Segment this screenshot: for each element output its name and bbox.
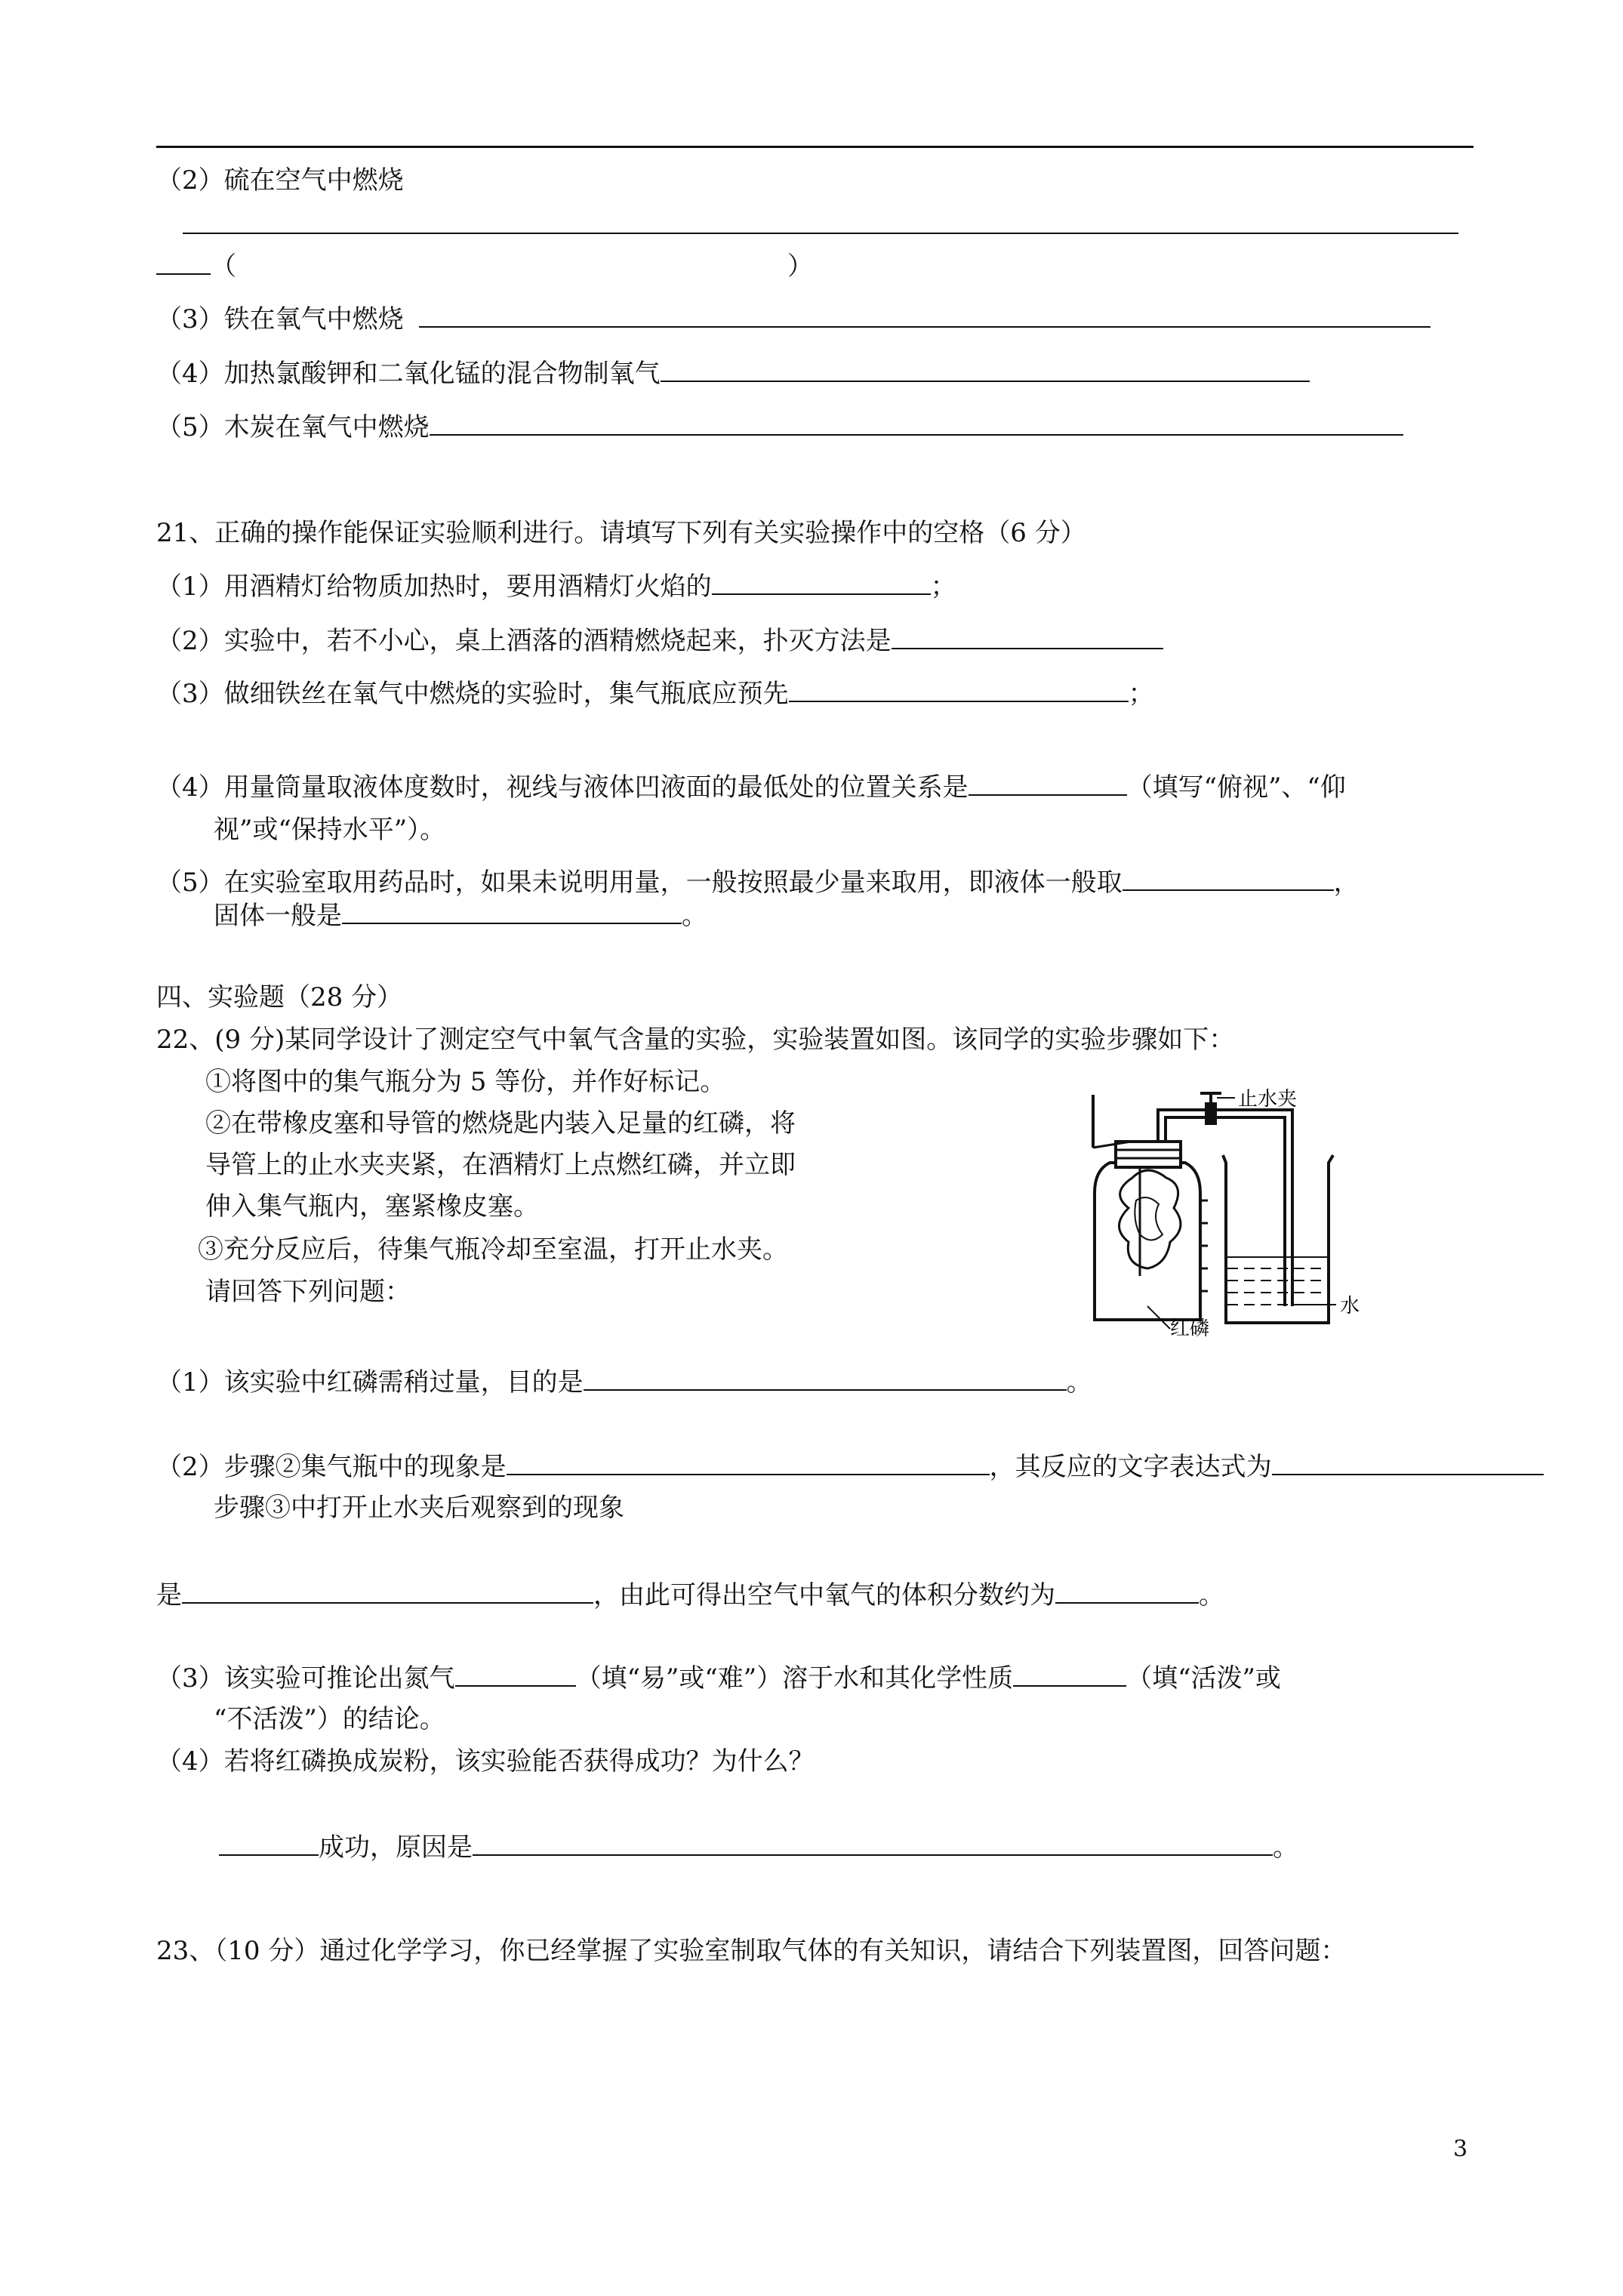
q20-part3: [156, 302, 1431, 335]
answer-blank[interactable]: [789, 676, 1129, 702]
q23-title: 23、（10 分）通过化学学习，你已经掌握了实验室制取气体的有关知识，请结合下列装置图，回答问题：: [156, 1936, 1347, 1966]
q22-part3b: “不活泼”）的结论。: [214, 1704, 445, 1734]
answer-blank[interactable]: [712, 569, 931, 595]
q21-part5b: 固体一般是 。: [214, 898, 707, 932]
q22-part2a: （2）步骤②集气瓶中的现象是 ，其反应的文字表达式为: [156, 1450, 1544, 1483]
answer-blank[interactable]: [969, 770, 1127, 796]
bracket-open: （: [211, 251, 236, 282]
header-rule: [156, 146, 1474, 148]
q22-step3: ③充分反应后，待集气瓶冷却至室温，打开止水夹。: [198, 1234, 788, 1265]
answer-blank[interactable]: [219, 1830, 319, 1856]
q20-part2-bracket-line: [156, 249, 813, 282]
q20-part5-text: （5）木炭在氧气中燃烧: [156, 412, 430, 442]
q22-step2a: ②在带橡皮塞和导管的燃烧匙内装入足量的红磷，将: [205, 1108, 796, 1139]
q22-part2b: 步骤③中打开止水夹后观察到的现象: [214, 1493, 624, 1523]
q21-title: 21、正确的操作能保证实验顺利进行。请填写下列有关实验操作中的空格（6 分）: [156, 518, 1086, 548]
rubber-stopper: [1116, 1142, 1181, 1167]
q20-part2: （2）硫在空气中燃烧: [156, 165, 404, 196]
answer-blank[interactable]: [419, 302, 1431, 328]
label-clamp: 止水夹: [1238, 1088, 1298, 1111]
q21-part4a: （4）用量筒量取液体度数时，视线与液体凹液面的最低处的位置关系是 （填写“俯视”、“仰: [156, 770, 1346, 803]
q22-step2b: 导管上的止水夹夹紧，在酒精灯上点燃红磷，并立即: [205, 1150, 796, 1180]
answer-blank[interactable]: [507, 1450, 990, 1475]
answer-blank[interactable]: [1123, 865, 1334, 891]
q22-step2c: 伸入集气瓶内，塞紧橡皮塞。: [205, 1191, 539, 1222]
q22-part4: （4）若将红磷换成炭粉，该实验能否获得成功？为什么？: [156, 1746, 815, 1777]
q22-step1: ①将图中的集气瓶分为 5 等份，并作好标记。: [205, 1067, 726, 1097]
answer-blank[interactable]: [584, 1365, 1067, 1391]
beaker: [1223, 1155, 1333, 1323]
answer-blank[interactable]: [1013, 1661, 1126, 1687]
q21-part2: （2）实验中，若不小心，桌上酒落的酒精燃烧起来，扑灭方法是: [156, 624, 1163, 657]
page-number: 3: [1453, 2136, 1468, 2162]
q20-part4-text: （4）加热氯酸钾和二氧化锰的混合物制氧气: [156, 359, 661, 389]
answer-blank[interactable]: [156, 249, 211, 275]
answer-line: [183, 233, 1458, 234]
q22-part4-answer: 成功，原因是 。: [219, 1830, 1298, 1863]
answer-blank[interactable]: [182, 1578, 593, 1604]
q21-part4b: 视”或“保持水平”）。: [214, 815, 446, 845]
q21-part5a: （5）在实验室取用药品时，如果未说明用量，一般按照最少量来取用，即液体一般取 ，: [156, 865, 1360, 898]
label-water: 水: [1340, 1295, 1360, 1318]
q22-part1: （1）该实验中红磷需稍过量，目的是 。: [156, 1365, 1092, 1398]
apparatus-figure: [1057, 1080, 1389, 1336]
label-phosphorus: 红磷: [1170, 1318, 1210, 1336]
answer-blank[interactable]: [1272, 1450, 1544, 1475]
answer-blank[interactable]: [430, 410, 1403, 436]
q20-part3-text: （3）铁在氧气中燃烧: [156, 304, 404, 334]
section-title: 四、实验题（28 分）: [156, 982, 403, 1012]
answer-blank[interactable]: [342, 898, 682, 924]
water-lines: [1227, 1257, 1327, 1305]
answer-blank[interactable]: [473, 1830, 1273, 1856]
answer-blank[interactable]: [892, 624, 1163, 649]
gas-bottle: [1095, 1163, 1200, 1320]
smoke: [1119, 1170, 1181, 1268]
q21-part1: （1）用酒精灯给物质加热时，要用酒精灯火焰的 ；: [156, 569, 956, 603]
q21-part3: （3）做细铁丝在氧气中燃烧的实验时，集气瓶底应预先 ；: [156, 676, 1154, 710]
q20-part5: [156, 410, 1403, 443]
q20-part4: [156, 356, 1310, 390]
q22-title: 22、(9 分)某同学设计了测定空气中氧气含量的实验，实验装置如图。该同学的实验步骤如下：: [156, 1025, 1235, 1055]
q22-ask: 请回答下列问题：: [205, 1277, 411, 1307]
answer-blank[interactable]: [661, 356, 1310, 382]
answer-blank[interactable]: [1055, 1578, 1199, 1604]
bracket-close: ）: [787, 251, 813, 282]
answer-blank[interactable]: [455, 1661, 576, 1687]
q22-part3a: （3）该实验可推论出氮气 （填“易”或“难”）溶于水和其化学性质 （填“活泼”或: [156, 1661, 1281, 1694]
q22-part2c: 是 ，由此可得出空气中氧气的体积分数约为 。: [156, 1578, 1224, 1611]
